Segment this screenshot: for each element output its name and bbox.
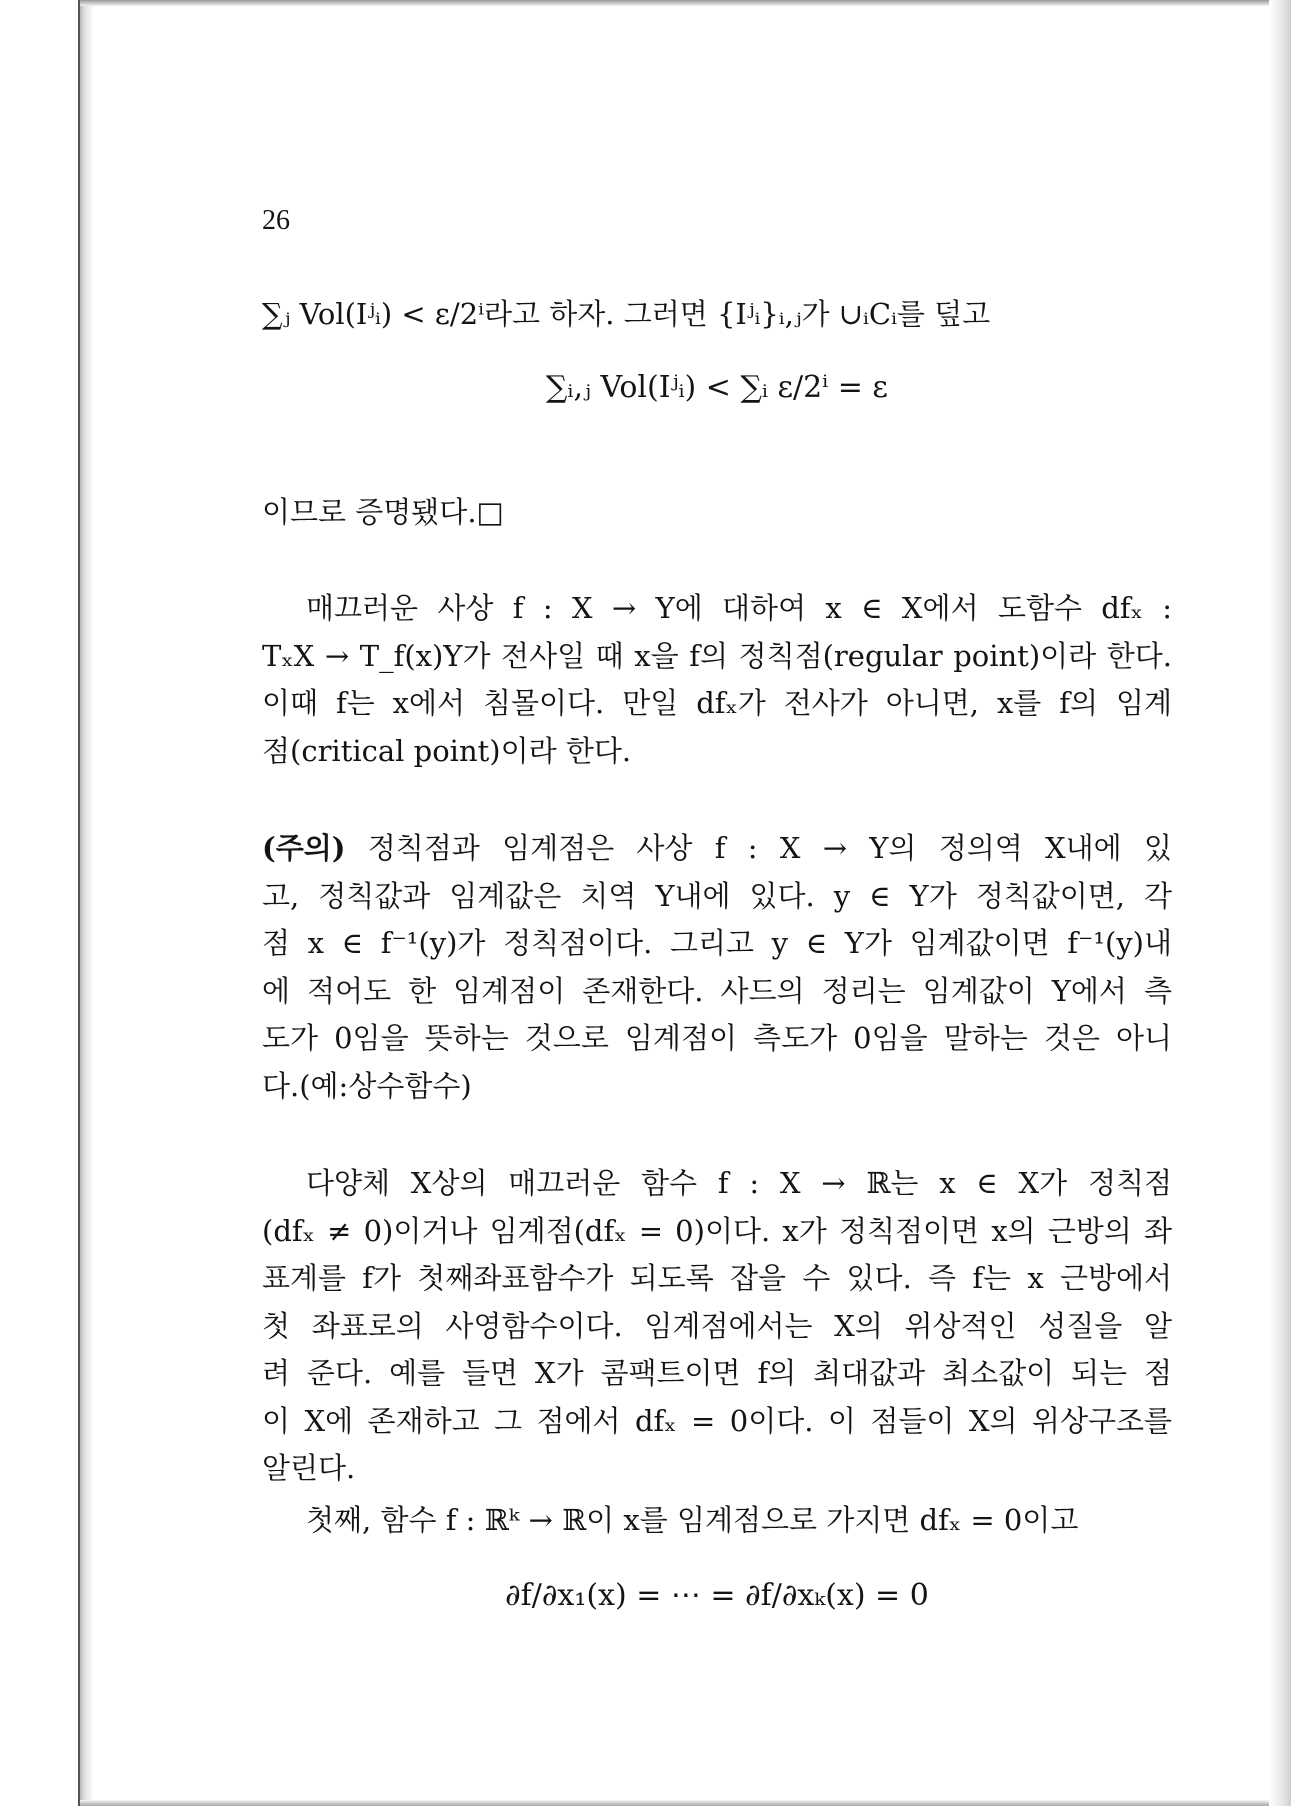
note-label: (주의) xyxy=(262,831,346,865)
text-line: 표계를 f가 첫째좌표함수가 되도록 잡을 수 있다. 즉 f는 x 근방에서 xyxy=(262,1261,1172,1295)
page-number: 26 xyxy=(262,205,290,236)
text-line xyxy=(262,825,1172,873)
paragraph-regular-point xyxy=(262,585,1172,775)
page-left-edge xyxy=(80,0,92,1806)
text-line: 점 x ∈ f⁻¹(y)가 정칙점이다. 그리고 y ∈ Y가 임계값이면 f⁻¹(y)내 xyxy=(262,926,1172,960)
text-line: (dfₓ ≠ 0)이거나 임계점(dfₓ = 0)이다. x가 정칙점이면 x의 근방의 좌 xyxy=(262,1213,1172,1248)
text-line: 첫째, 함수 f : ℝᵏ → ℝ이 x를 임계점으로 가지면 dfₓ = 0이고 xyxy=(306,1503,1079,1537)
display-equation: ∑ᵢ,ⱼ Vol(Iʲᵢ) < ∑ᵢ ε/2ⁱ = ε xyxy=(546,370,888,405)
text-line: 매끄러운 사상 f : X → Y에 대하여 x ∈ X에서 도함수 dfₓ : xyxy=(306,591,1172,625)
text-line: 도가 0임을 뜻하는 것으로 임계점이 측도가 0임을 말하는 것은 아니 xyxy=(262,1021,1172,1055)
page-bottom-edge xyxy=(80,1800,1291,1806)
text-line: 다양체 X상의 매끄러운 함수 f : X → ℝ는 x ∈ X가 정칙점 xyxy=(306,1166,1172,1200)
paragraph-smooth-function xyxy=(262,1160,1172,1493)
page-right-shadow xyxy=(1269,0,1291,1806)
paragraph-note xyxy=(262,825,1172,1110)
qed-line: 이므로 증명됐다.□ xyxy=(262,495,504,529)
page-top-edge xyxy=(80,0,1291,6)
text-line: 첫 좌표로의 사영함수이다. 임계점에서는 X의 위상적인 성질을 알 xyxy=(262,1308,1172,1343)
text-line: 고, 정칙값과 임계값은 치역 Y내에 있다. y ∈ Y가 정칙값이면, 각 xyxy=(262,878,1172,913)
text-line: 려 준다. 예를 들면 X가 콤팩트이면 f의 최대값과 최소값이 되는 점 xyxy=(262,1356,1172,1390)
text-line: TₓX → T_f(x)Y가 전사일 때 x을 f의 정칙점(regular point)이라 한다. xyxy=(262,638,1172,673)
note-text: 정칙점과 임계점은 사상 f : X → Y의 정의역 X내에 있 xyxy=(345,831,1172,865)
text-line: 이때 f는 x에서 침몰이다. 만일 dfₓ가 전사가 아니면, x를 f의 임계 xyxy=(262,686,1172,720)
text-line: 에 적어도 한 임계점이 존재한다. 사드의 정리는 임계값이 Y에서 측 xyxy=(262,973,1172,1008)
text-line: 다.(예:상수함수) xyxy=(262,1068,472,1103)
text-line: 점(critical point)이라 한다. xyxy=(262,733,632,768)
text-line: 이 X에 존재하고 그 점에서 dfₓ = 0이다. 이 점들이 X의 위상구조를 xyxy=(262,1403,1172,1438)
text-line: 알린다. xyxy=(262,1451,356,1485)
text-line: ∑ⱼ Vol(Iʲᵢ) < ε/2ⁱ라고 하자. 그러면 {Iʲᵢ}ᵢ,ⱼ가 ∪ᵢCᵢ를 덮고 xyxy=(262,297,991,331)
display-equation: ∂f/∂x₁(x) = ⋯ = ∂f/∂xₖ(x) = 0 xyxy=(505,1578,929,1613)
